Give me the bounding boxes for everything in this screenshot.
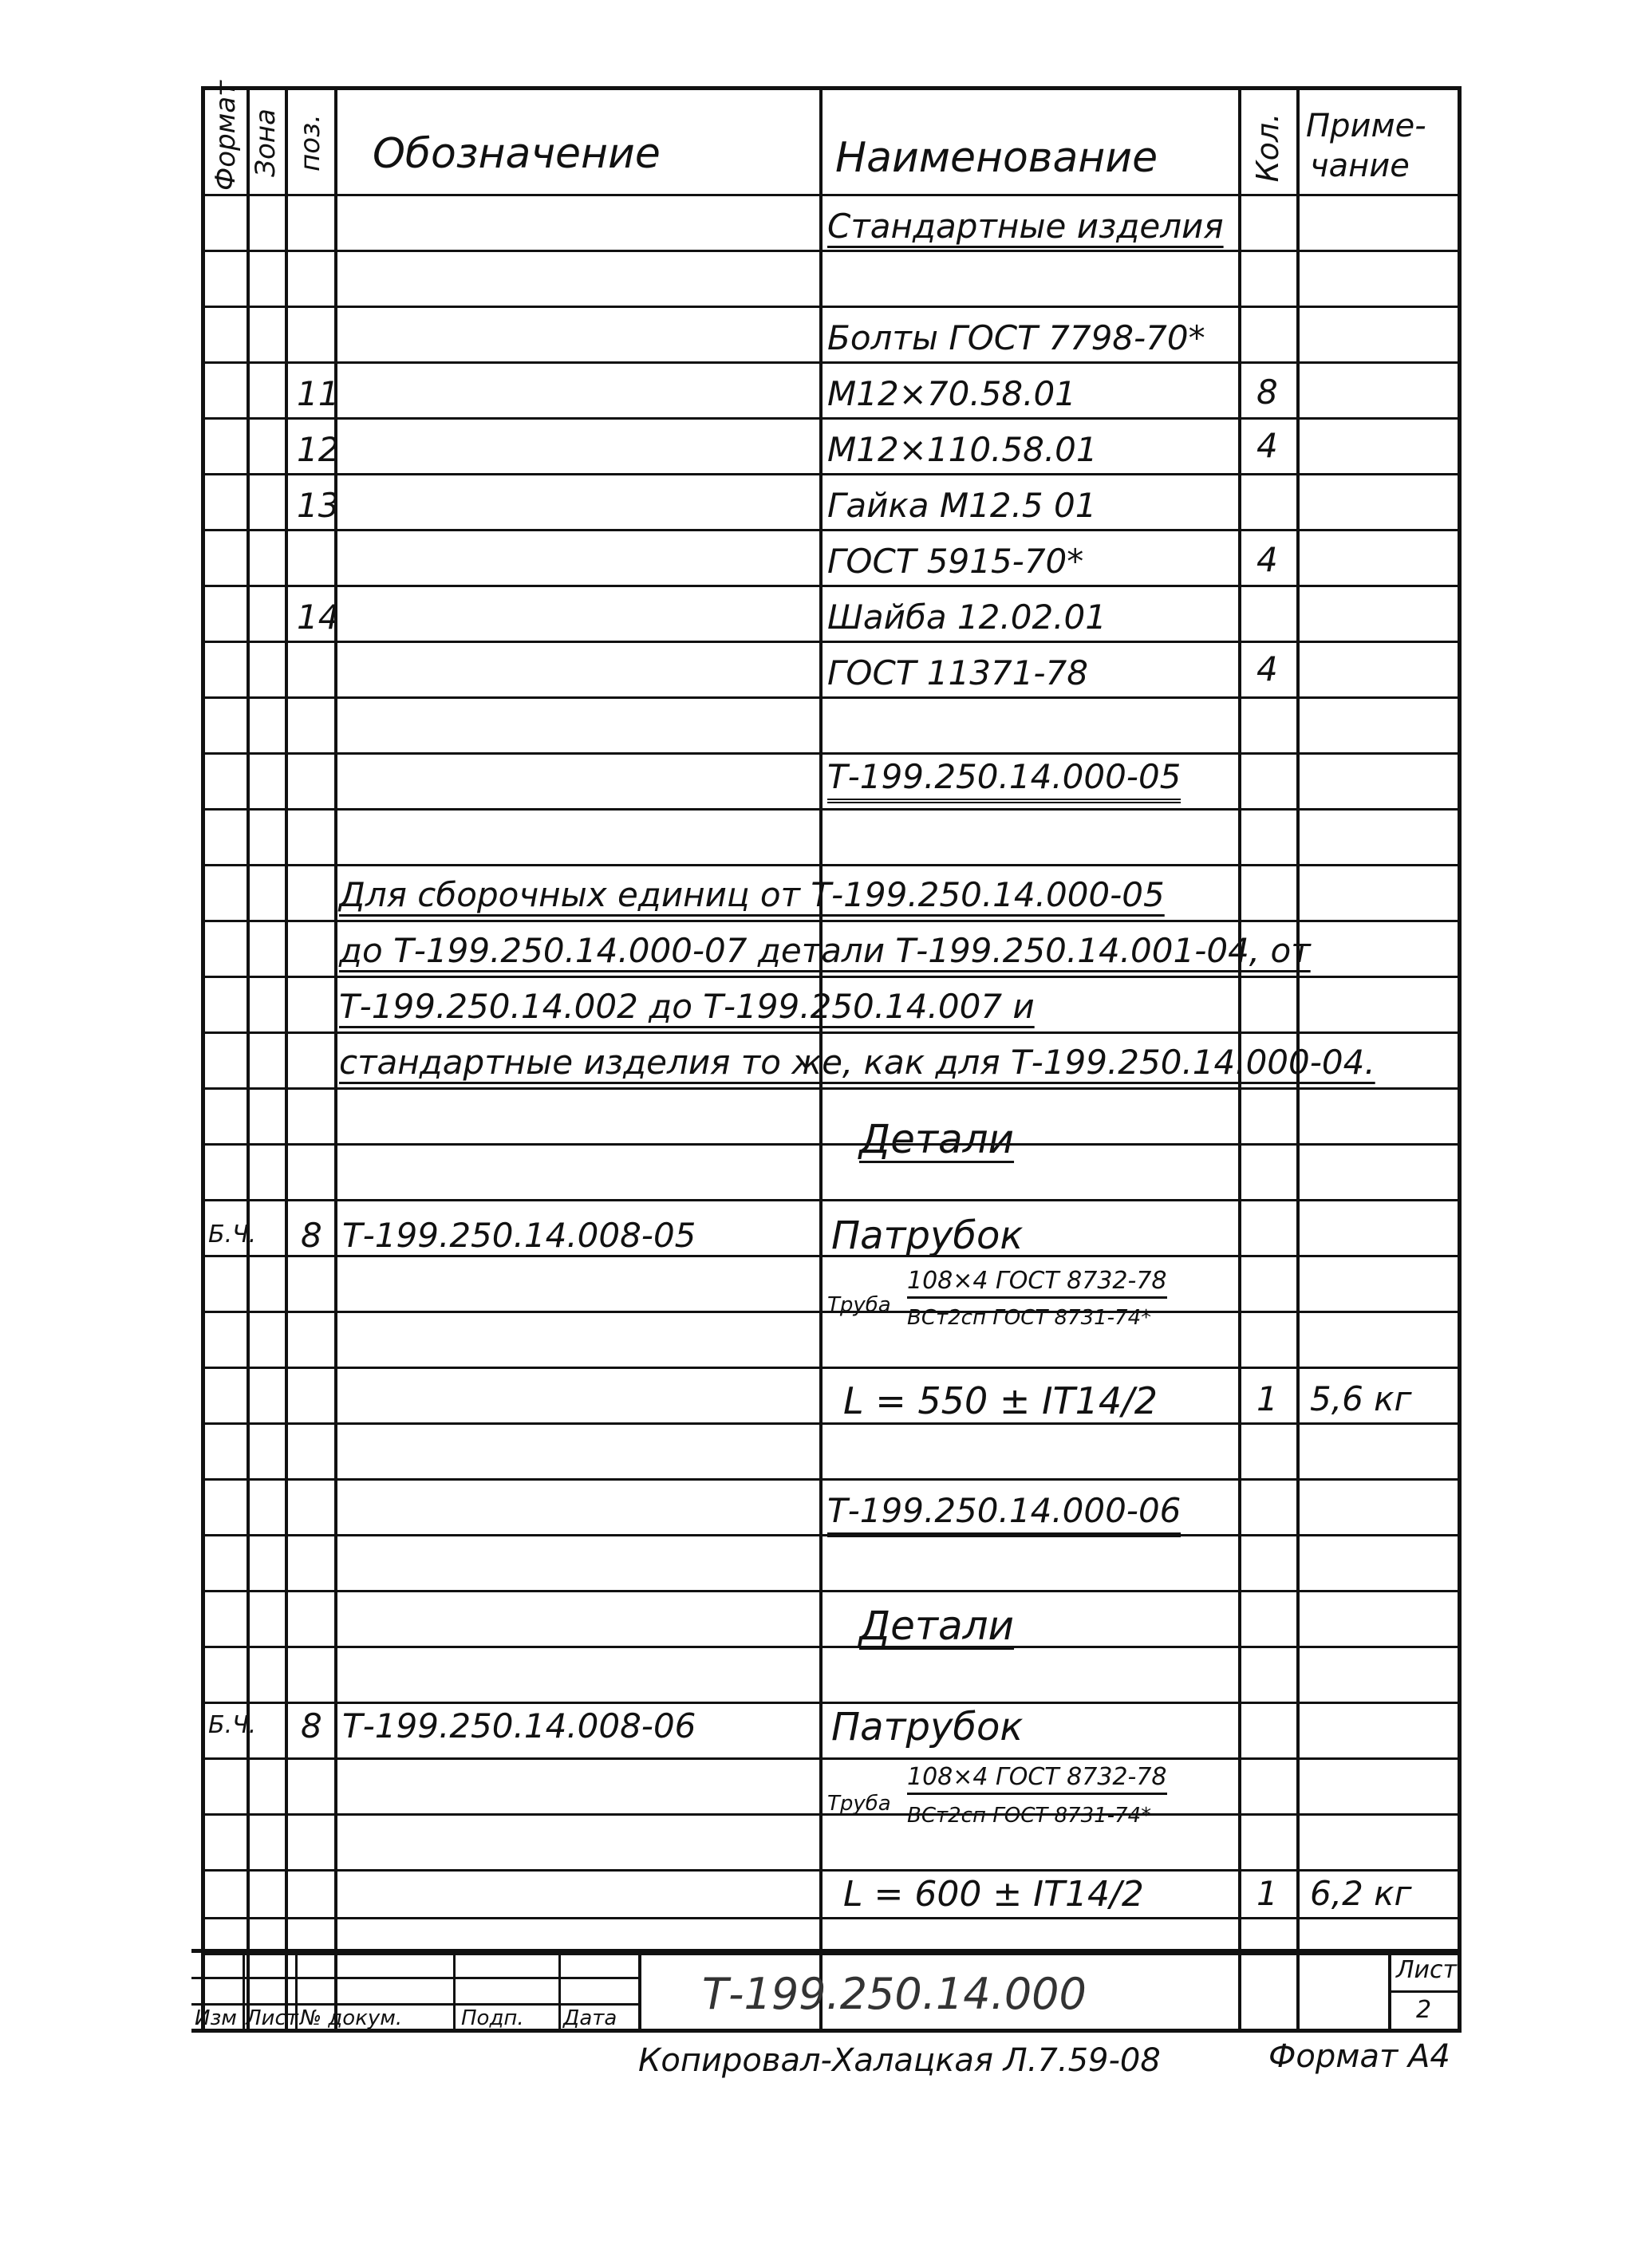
row-qty: 4 — [1256, 649, 1278, 688]
row-qty: 1 — [1256, 1874, 1278, 1913]
row-qty: 8 — [1256, 373, 1278, 412]
section-standard-items: Стандартные изделия — [827, 207, 1224, 246]
header-qty: Кол. — [1250, 112, 1285, 183]
row-name: Патрубок — [831, 1213, 1024, 1258]
section-details: Детали — [859, 1116, 1015, 1162]
document-number: Т-199.250.14.000 — [702, 1969, 1087, 2019]
row-name: ГОСТ 11371-78 — [827, 653, 1088, 692]
pipe-material: ВСт2сп ГОСТ 8731-74* — [907, 1306, 1152, 1330]
row-designation: Т-199.250.14.008-06 — [342, 1706, 696, 1745]
row-format: Б.Ч. — [208, 1711, 257, 1739]
stamp-col-change: Изм — [195, 2006, 237, 2030]
row-position: 14 — [297, 598, 340, 637]
header-note-line2: чание — [1310, 148, 1410, 184]
row-qty: 4 — [1256, 426, 1278, 465]
pipe-length: L = 550 ± IT14/2 — [843, 1379, 1158, 1422]
pipe-label: Труба — [827, 1792, 891, 1816]
sheet-label: Лист — [1396, 1956, 1458, 1984]
header-zone: Зона — [250, 108, 282, 177]
bolts-standard: Болты ГОСТ 7798-70* — [827, 318, 1205, 357]
row-note: 6,2 кг — [1310, 1874, 1412, 1913]
col-divider — [285, 90, 288, 2029]
stamp-col-doc: № докум. — [300, 2006, 403, 2030]
pipe-material: ВСт2сп ГОСТ 8731-74* — [907, 1804, 1152, 1828]
section-details: Детали — [859, 1603, 1015, 1649]
row-format: Б.Ч. — [208, 1221, 257, 1248]
header-note-line1: Приме- — [1306, 108, 1426, 144]
row-position: 8 — [301, 1216, 322, 1255]
format-label: Формат А4 — [1268, 2038, 1450, 2075]
specification-sheet — [201, 81, 1462, 2033]
row-name: М12×70.58.01 — [827, 374, 1076, 413]
row-position: 12 — [297, 430, 340, 469]
row-name: Гайка М12.5 01 — [827, 486, 1097, 525]
row-qty: 4 — [1256, 540, 1278, 579]
note-line: Т-199.250.14.002 до Т-199.250.14.007 и — [339, 987, 1035, 1026]
pipe-length: L = 600 ± IT14/2 — [843, 1874, 1144, 1915]
note-line: Для сборочных единиц от Т-199.250.14.000-05 — [339, 875, 1165, 914]
title-block — [191, 1949, 1462, 2033]
stamp-col-sheet: Лист — [246, 2006, 298, 2030]
stamp-col-date: Дата — [563, 2006, 617, 2030]
pipe-size: 108×4 ГОСТ 8732-78 — [907, 1269, 1167, 1299]
assembly-designation: Т-199.250.14.000-05 — [827, 760, 1181, 803]
row-name: Патрубок — [831, 1705, 1024, 1749]
row-name: М12×110.58.01 — [827, 430, 1098, 469]
header-position: поз. — [294, 114, 326, 172]
assembly-designation: Т-199.250.14.000-06 — [827, 1494, 1181, 1537]
row-position: 11 — [297, 374, 340, 413]
row-position: 13 — [297, 486, 340, 525]
header-format: Формат — [210, 81, 242, 191]
note-line: стандартные изделия то же, как для Т-199.250.14.000-04. — [339, 1043, 1375, 1082]
stamp-col-sign: Подп. — [461, 2006, 524, 2030]
pipe-label: Труба — [827, 1293, 891, 1317]
sheet-number: 2 — [1416, 1996, 1432, 2024]
note-line: до Т-199.250.14.000-07 детали Т-199.250.14.001-04, от — [339, 931, 1311, 970]
row-name: Шайба 12.02.01 — [827, 598, 1107, 637]
row-qty: 1 — [1256, 1379, 1278, 1418]
row-note: 5,6 кг — [1310, 1379, 1412, 1418]
row-designation: Т-199.250.14.008-05 — [342, 1216, 696, 1255]
row-position: 8 — [301, 1706, 322, 1745]
header-name: Наименование — [835, 134, 1158, 182]
row-name: ГОСТ 5915-70* — [827, 542, 1084, 581]
header-designation: Обозначение — [373, 130, 661, 178]
copied-by: Копировал-Халацкая Л.7.59-08 — [638, 2042, 1161, 2079]
pipe-size: 108×4 ГОСТ 8732-78 — [907, 1765, 1167, 1795]
